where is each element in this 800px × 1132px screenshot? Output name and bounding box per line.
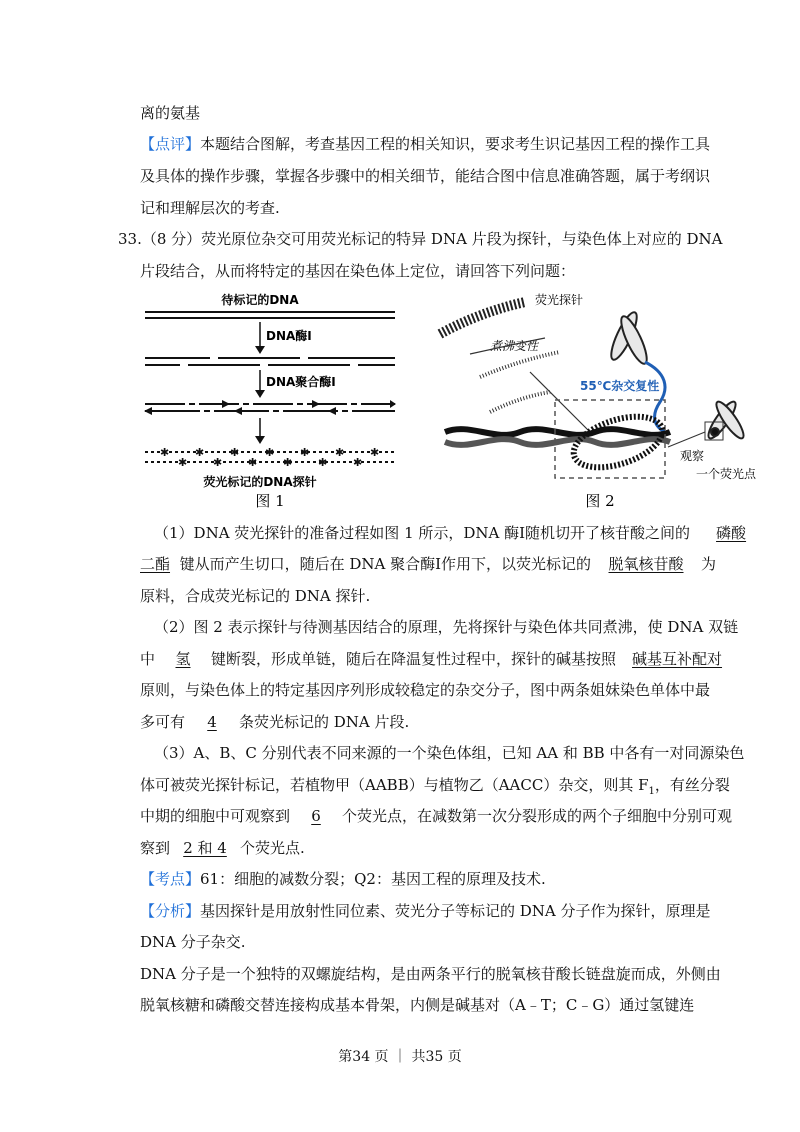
svg-text:✱: ✱	[230, 446, 240, 459]
fluorescent-spot	[711, 428, 719, 436]
part3-line: 察到 2 和 4 个荧光点.	[140, 839, 305, 857]
text-line: 片段结合，从而将特定的基因在染色体上定位，请回答下列问题：	[140, 262, 576, 280]
part1-line: 二酯 键从而产生切口，随后在 DNA 聚合酶Ⅰ作用下，以荧光标记的 脱氧核苷酸 为	[140, 555, 717, 573]
nicked-dna	[145, 358, 395, 365]
analysis-tag: 【分析】	[140, 902, 201, 920]
answer-blank: 6	[311, 807, 321, 825]
analysis-line: DNA 分子是一个独特的双螺旋结构，是由两条平行的脱氧核苷酸长链盘旋而成，外侧由	[140, 965, 721, 983]
key-point-tag: 【考点】	[140, 870, 201, 888]
text-line: 及具体的操作步骤，掌握各步骤中的相关细节，能结合图中信息准确答题，属于考纲识	[140, 167, 711, 185]
question-33-stem: 33.（8 分）荧光原位杂交可用荧光标记的特异 DNA 片段为探针，与染色体上对应的 DNA	[118, 230, 723, 248]
svg-text:✱: ✱	[353, 456, 363, 469]
figure1-caption: 图 1	[255, 492, 285, 510]
figures-svg	[140, 292, 757, 510]
part3-line: 中期的细胞中可观察到 6 个荧光点，在减数第一次分裂形成的两个子细胞中分别可观	[140, 807, 733, 825]
part2-line: （2）图 2 表示探针与待测基因结合的原理，先将探针与染色体共同煮沸，使 DNA 双链	[154, 618, 739, 636]
figure-1	[144, 292, 396, 489]
figure-2	[440, 292, 757, 481]
answer-blank: 2 和 4	[183, 839, 227, 857]
svg-text:✱: ✱	[370, 446, 380, 459]
arrow-head	[255, 436, 265, 444]
svg-text:✱: ✱	[248, 456, 258, 469]
svg-text:✱: ✱	[265, 446, 275, 459]
analysis-line: DNA 分子杂交.	[140, 933, 246, 951]
answer-blank: 磷酸	[716, 524, 747, 542]
svg-text:✱: ✱	[213, 456, 223, 469]
analysis-line: 【分析】基因探针是用放射性同位素、荧光分子等标记的 DNA 分子作为探针，原理是	[140, 902, 711, 920]
analysis-line: 脱氧核糖和磷酸交替连接构成基本骨架，内侧是碱基对（A﹣T；C﹣G）通过氢键连	[140, 996, 695, 1014]
figure2-probe-label: 荧光探针	[535, 293, 584, 307]
comment-tag: 【点评】	[140, 135, 201, 153]
svg-text:✱: ✱	[335, 446, 345, 459]
part3-line: 体可被荧光探针标记，若植物甲（AABB）与植物乙（AACC）杂交，则其 $F_1$，有丝分裂	[140, 776, 730, 797]
key-point-line: 【考点】61：细胞的减数分裂；Q2：基因工程的原理及技术.	[140, 870, 546, 888]
part2-line: 中 氢 键断裂，形成单链，随后在降温复性过程中，探针的碱基按照 碱基互补配对	[140, 650, 723, 668]
svg-text:✱: ✱	[160, 446, 170, 459]
single-strand	[480, 352, 560, 377]
svg-text:✱: ✱	[318, 456, 328, 469]
answer-blank: 碱基互补配对	[632, 650, 723, 668]
chromosome-icon	[704, 399, 747, 442]
figure2-renature-label: 55℃杂交复性	[580, 379, 660, 393]
part2-line: 多可有 4 条荧光标记的 DNA 片段.	[140, 713, 410, 731]
text-line: 记和理解层次的考查.	[140, 199, 280, 217]
comment-paragraph: 【点评】本题结合图解，考查基因工程的相关知识，要求考生识记基因工程的操作工具	[140, 135, 711, 153]
single-strand	[490, 392, 550, 412]
figure1-bottom-label: 荧光标记的DNA探针	[203, 475, 317, 489]
synthesis-arrows	[144, 400, 396, 415]
dna-helix	[445, 439, 670, 445]
figure1-step1-label: DNA酶Ⅰ	[266, 329, 312, 343]
text-line: 离的氨基	[140, 104, 201, 122]
part2-line: 原则，与染色体上的特定基因序列形成较稳定的杂交分子，图中两条姐妹染色单体中最	[140, 681, 711, 699]
svg-text:✱: ✱	[195, 446, 205, 459]
answer-blank: 4	[207, 713, 217, 731]
chromosome-icon	[607, 309, 652, 366]
figure2-observe-label: 观察	[680, 449, 705, 463]
figure1-step2-label: DNA聚合酶Ⅰ	[266, 375, 336, 389]
part1-line: （1）DNA 荧光探针的准备过程如图 1 所示，DNA 酶Ⅰ随机切开了核苷酸之间的 磷酸	[154, 524, 747, 542]
answer-blank: 二酯	[140, 555, 171, 573]
page-footer: 第34 页 ｜ 共35 页	[338, 1049, 462, 1065]
part1-line: 原料，合成荧光标记的 DNA 探针.	[140, 587, 371, 605]
svg-text:✱: ✱	[283, 456, 293, 469]
figure2-boil-label: 煮沸变性	[490, 339, 539, 353]
answer-blank: 脱氧核苷酸	[608, 555, 684, 573]
figure1-top-label: 待标记的DNA	[221, 293, 299, 307]
svg-text:✱: ✱	[178, 456, 188, 469]
arrow-head	[255, 390, 265, 398]
fluorescent-marks	[160, 446, 379, 469]
dna-helix	[445, 429, 670, 435]
synthesis-dna	[145, 404, 395, 411]
observe-line	[668, 432, 705, 447]
answer-blank: 氢	[175, 650, 191, 668]
part3-line: （3）A、B、C 分别代表不同来源的一个染色体组，已知 AA 和 BB 中各有一对同源染色	[154, 744, 745, 762]
helix-blue	[645, 362, 665, 432]
probe-ribbon	[440, 302, 525, 334]
figure2-caption: 图 2	[585, 492, 615, 510]
arrow-head	[255, 346, 265, 354]
svg-text:✱: ✱	[300, 446, 310, 459]
figure2-spot-label: 一个荧光点	[696, 467, 757, 481]
figure-area	[140, 292, 757, 510]
